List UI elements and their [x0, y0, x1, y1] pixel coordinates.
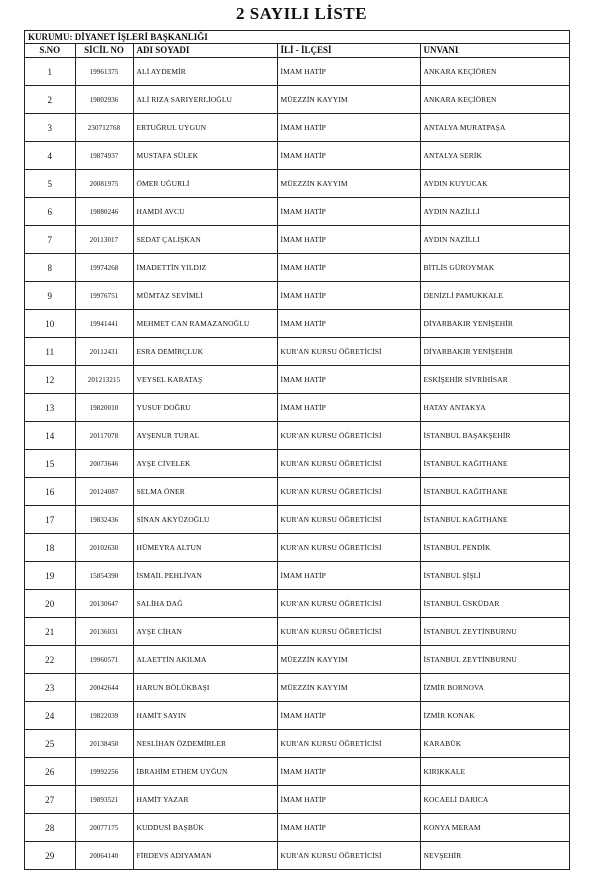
row-location: MÜEZZİN KAYYIM — [277, 674, 420, 702]
row-location: KUR'AN KURSU ÖĞRETİCİSİ — [277, 730, 420, 758]
row-number: 7 — [25, 226, 75, 254]
row-sicil-no: 19961375 — [75, 58, 133, 86]
table-row — [25, 730, 569, 758]
row-location: İMAM HATİP — [277, 142, 420, 170]
row-sicil-no: 20073646 — [75, 450, 133, 478]
row-number: 17 — [25, 506, 75, 534]
row-number: 11 — [25, 338, 75, 366]
row-name: ÖMER UĞURLİ — [133, 170, 277, 198]
table-row — [25, 86, 569, 114]
row-sicil-no: 19822039 — [75, 702, 133, 730]
row-title: AYDIN KUYUCAK — [420, 170, 569, 198]
row-number: 6 — [25, 198, 75, 226]
row-sicil-no: 20077175 — [75, 814, 133, 842]
row-sicil-no: 230712768 — [75, 114, 133, 142]
row-title: ANTALYA MURATPAŞA — [420, 114, 569, 142]
row-number: 22 — [25, 646, 75, 674]
row-name: FİRDEVS ADIYAMAN — [133, 842, 277, 870]
page-title: 2 SAYILI LİSTE — [235, 4, 368, 23]
row-sicil-no: 19974268 — [75, 254, 133, 282]
table-row — [25, 366, 569, 394]
row-sicil-no: 20136031 — [75, 618, 133, 646]
row-sicil-no: 19941441 — [75, 310, 133, 338]
row-location: MÜEZZİN KAYYIM — [277, 170, 420, 198]
row-title: İSTANBUL ZEYTİNBURNU — [420, 618, 569, 646]
table-row — [25, 58, 569, 86]
row-location: KUR'AN KURSU ÖĞRETİCİSİ — [277, 534, 420, 562]
row-sicil-no: 20081975 — [75, 170, 133, 198]
table-row — [25, 842, 569, 870]
row-location: İMAM HATİP — [277, 394, 420, 422]
row-location: KUR'AN KURSU ÖĞRETİCİSİ — [277, 422, 420, 450]
table-row — [25, 786, 569, 814]
row-location: İMAM HATİP — [277, 562, 420, 590]
table-row — [25, 338, 569, 366]
row-number: 21 — [25, 618, 75, 646]
row-number: 27 — [25, 786, 75, 814]
row-title: KOCAELİ DARICA — [420, 786, 569, 814]
row-title: İSTANBUL KAĞITHANE — [420, 450, 569, 478]
row-sicil-no: 19893521 — [75, 786, 133, 814]
row-title: İSTANBUL ŞİŞLİ — [420, 562, 569, 590]
row-number: 26 — [25, 758, 75, 786]
row-title: DİYARBAKIR YENİŞEHİR — [420, 338, 569, 366]
document-table-container — [24, 30, 570, 870]
row-sicil-no: 20113017 — [75, 226, 133, 254]
row-name: İMADETTİN YILDIZ — [133, 254, 277, 282]
row-name: MUSTAFA SÜLEK — [133, 142, 277, 170]
row-name: SELMA ÖNER — [133, 478, 277, 506]
row-name: SİNAN AKYÜZOĞLU — [133, 506, 277, 534]
row-number: 25 — [25, 730, 75, 758]
row-sicil-no: 19820010 — [75, 394, 133, 422]
row-number: 15 — [25, 450, 75, 478]
row-sicil-no: 20102630 — [75, 534, 133, 562]
row-location: İMAM HATİP — [277, 366, 420, 394]
table-row — [25, 674, 569, 702]
row-location: KUR'AN KURSU ÖĞRETİCİSİ — [277, 618, 420, 646]
row-sicil-no: 19832436 — [75, 506, 133, 534]
row-name: ALİ AYDEMİR — [133, 58, 277, 86]
row-title: İSTANBUL ZEYTİNBURNU — [420, 646, 569, 674]
row-number: 10 — [25, 310, 75, 338]
row-number: 5 — [25, 170, 75, 198]
row-location: İMAM HATİP — [277, 282, 420, 310]
row-title: BİTLİS GÜROYMAK — [420, 254, 569, 282]
row-name: HAMİT SAYIN — [133, 702, 277, 730]
row-title: İZMİR KONAK — [420, 702, 569, 730]
row-title: ESKİŞEHİR SİVRİHİSAR — [420, 366, 569, 394]
row-name: ERTUĞRUL UYGUN — [133, 114, 277, 142]
row-sicil-no: 19960571 — [75, 646, 133, 674]
row-sicil-no: 201213215 — [75, 366, 133, 394]
table-row — [25, 394, 569, 422]
row-title: KONYA MERAM — [420, 814, 569, 842]
row-title: İSTANBUL KAĞITHANE — [420, 478, 569, 506]
row-number: 28 — [25, 814, 75, 842]
row-sicil-no: 20138450 — [75, 730, 133, 758]
column-header-name: ADI SOYADI — [133, 44, 277, 58]
table-row — [25, 198, 569, 226]
row-name: KUDDUSİ BAŞBÜK — [133, 814, 277, 842]
row-name: İSMAİL PEHLİVAN — [133, 562, 277, 590]
row-location: İMAM HATİP — [277, 786, 420, 814]
row-title: İSTANBUL BAŞAKŞEHİR — [420, 422, 569, 450]
row-sicil-no: 19976751 — [75, 282, 133, 310]
table-row — [25, 114, 569, 142]
row-title: DİYARBAKIR YENİŞEHİR — [420, 310, 569, 338]
row-number: 18 — [25, 534, 75, 562]
row-title: AYDIN NAZİLLİ — [420, 226, 569, 254]
table-row — [25, 478, 569, 506]
row-name: HARUN BÖLÜKBAŞI — [133, 674, 277, 702]
row-name: SALİHA DAĞ — [133, 590, 277, 618]
row-name: AYŞENUR TURAL — [133, 422, 277, 450]
table-row — [25, 170, 569, 198]
row-location: İMAM HATİP — [277, 254, 420, 282]
row-sicil-no: 20130647 — [75, 590, 133, 618]
row-location: KUR'AN KURSU ÖĞRETİCİSİ — [277, 450, 420, 478]
row-title: İSTANBUL PENDİK — [420, 534, 569, 562]
row-name: VEYSEL KARATAŞ — [133, 366, 277, 394]
row-sicil-no: 19880246 — [75, 198, 133, 226]
table-row — [25, 310, 569, 338]
row-name: ALAETTİN AKILMA — [133, 646, 277, 674]
row-title: HATAY ANTAKYA — [420, 394, 569, 422]
row-location: KUR'AN KURSU ÖĞRETİCİSİ — [277, 478, 420, 506]
row-title: İSTANBUL KAĞITHANE — [420, 506, 569, 534]
table-row — [25, 506, 569, 534]
column-header-location: İLİ - İLÇESİ — [277, 44, 420, 58]
row-location: MÜEZZİN KAYYIM — [277, 646, 420, 674]
row-sicil-no: 19802936 — [75, 86, 133, 114]
row-location: İMAM HATİP — [277, 226, 420, 254]
personnel-table — [25, 44, 569, 869]
row-location: İMAM HATİP — [277, 198, 420, 226]
row-location: KUR'AN KURSU ÖĞRETİCİSİ — [277, 506, 420, 534]
table-row — [25, 590, 569, 618]
row-title: AYDIN NAZİLLİ — [420, 198, 569, 226]
row-number: 20 — [25, 590, 75, 618]
row-sicil-no: 20042644 — [75, 674, 133, 702]
column-header-title: UNVANI — [420, 44, 569, 58]
row-title: KIRIKKALE — [420, 758, 569, 786]
row-sicil-no: 20064140 — [75, 842, 133, 870]
table-row — [25, 142, 569, 170]
table-row — [25, 422, 569, 450]
row-sicil-no: 19992256 — [75, 758, 133, 786]
row-number: 1 — [25, 58, 75, 86]
row-name: İBRAHİM ETHEM UYĞUN — [133, 758, 277, 786]
column-header-sno: S.NO — [25, 44, 75, 58]
row-number: 4 — [25, 142, 75, 170]
row-name: HAMDİ AVCU — [133, 198, 277, 226]
row-name: MEHMET CAN RAMAZANOĞLU — [133, 310, 277, 338]
row-name: SEDAT ÇALIŞKAN — [133, 226, 277, 254]
row-title: ANKARA KEÇİÖREN — [420, 86, 569, 114]
table-row — [25, 254, 569, 282]
row-location: İMAM HATİP — [277, 310, 420, 338]
table-row — [25, 282, 569, 310]
row-sicil-no: 15854390 — [75, 562, 133, 590]
row-number: 29 — [25, 842, 75, 870]
row-name: HÜMEYRA ALTUN — [133, 534, 277, 562]
row-number: 12 — [25, 366, 75, 394]
row-location: İMAM HATİP — [277, 114, 420, 142]
table-row — [25, 758, 569, 786]
row-number: 16 — [25, 478, 75, 506]
row-location: MÜEZZİN KAYYIM — [277, 86, 420, 114]
row-number: 9 — [25, 282, 75, 310]
row-location: İMAM HATİP — [277, 758, 420, 786]
table-row — [25, 646, 569, 674]
row-sicil-no: 20117078 — [75, 422, 133, 450]
row-location: İMAM HATİP — [277, 58, 420, 86]
row-name: YUSUF DOĞRU — [133, 394, 277, 422]
row-location: KUR'AN KURSU ÖĞRETİCİSİ — [277, 590, 420, 618]
row-title: ANKARA KEÇİÖREN — [420, 58, 569, 86]
row-number: 2 — [25, 86, 75, 114]
row-location: KUR'AN KURSU ÖĞRETİCİSİ — [277, 842, 420, 870]
row-title: KARABÜK — [420, 730, 569, 758]
row-number: 19 — [25, 562, 75, 590]
row-name: MÜMTAZ SEVİMLİ — [133, 282, 277, 310]
table-row — [25, 814, 569, 842]
row-title: DENİZLİ PAMUKKALE — [420, 282, 569, 310]
row-name: ESRA DEMİRÇLUK — [133, 338, 277, 366]
row-sicil-no: 19874937 — [75, 142, 133, 170]
row-name: ALİ RIZA SARIYERLİOĞLU — [133, 86, 277, 114]
table-row — [25, 534, 569, 562]
row-title: ANTALYA SERİK — [420, 142, 569, 170]
row-name: AYŞE CİHAN — [133, 618, 277, 646]
row-title: NEVŞEHİR — [420, 842, 569, 870]
row-title: İSTANBUL ÜSKÜDAR — [420, 590, 569, 618]
row-number: 13 — [25, 394, 75, 422]
row-location: İMAM HATİP — [277, 814, 420, 842]
row-name: AYŞE CİVELEK — [133, 450, 277, 478]
row-name: HAMİT YAZAR — [133, 786, 277, 814]
table-row — [25, 226, 569, 254]
row-sicil-no: 20112431 — [75, 338, 133, 366]
table-row — [25, 450, 569, 478]
table-row — [25, 702, 569, 730]
table-row — [25, 562, 569, 590]
row-location: İMAM HATİP — [277, 702, 420, 730]
institution-header: KURUMU: DİYANET İŞLERİ BAŞKANLIĞI — [25, 31, 569, 44]
row-number: 8 — [25, 254, 75, 282]
row-location: KUR'AN KURSU ÖĞRETİCİSİ — [277, 338, 420, 366]
row-number: 24 — [25, 702, 75, 730]
row-name: NESLİHAN ÖZDEMİRLER — [133, 730, 277, 758]
row-number: 3 — [25, 114, 75, 142]
table-header-row — [25, 44, 569, 58]
row-number: 23 — [25, 674, 75, 702]
table-body — [25, 58, 569, 870]
table-row — [25, 618, 569, 646]
column-header-sicil: SİCİL NO — [75, 44, 133, 58]
row-title: İZMİR BORNOVA — [420, 674, 569, 702]
row-number: 14 — [25, 422, 75, 450]
row-sicil-no: 20124087 — [75, 478, 133, 506]
